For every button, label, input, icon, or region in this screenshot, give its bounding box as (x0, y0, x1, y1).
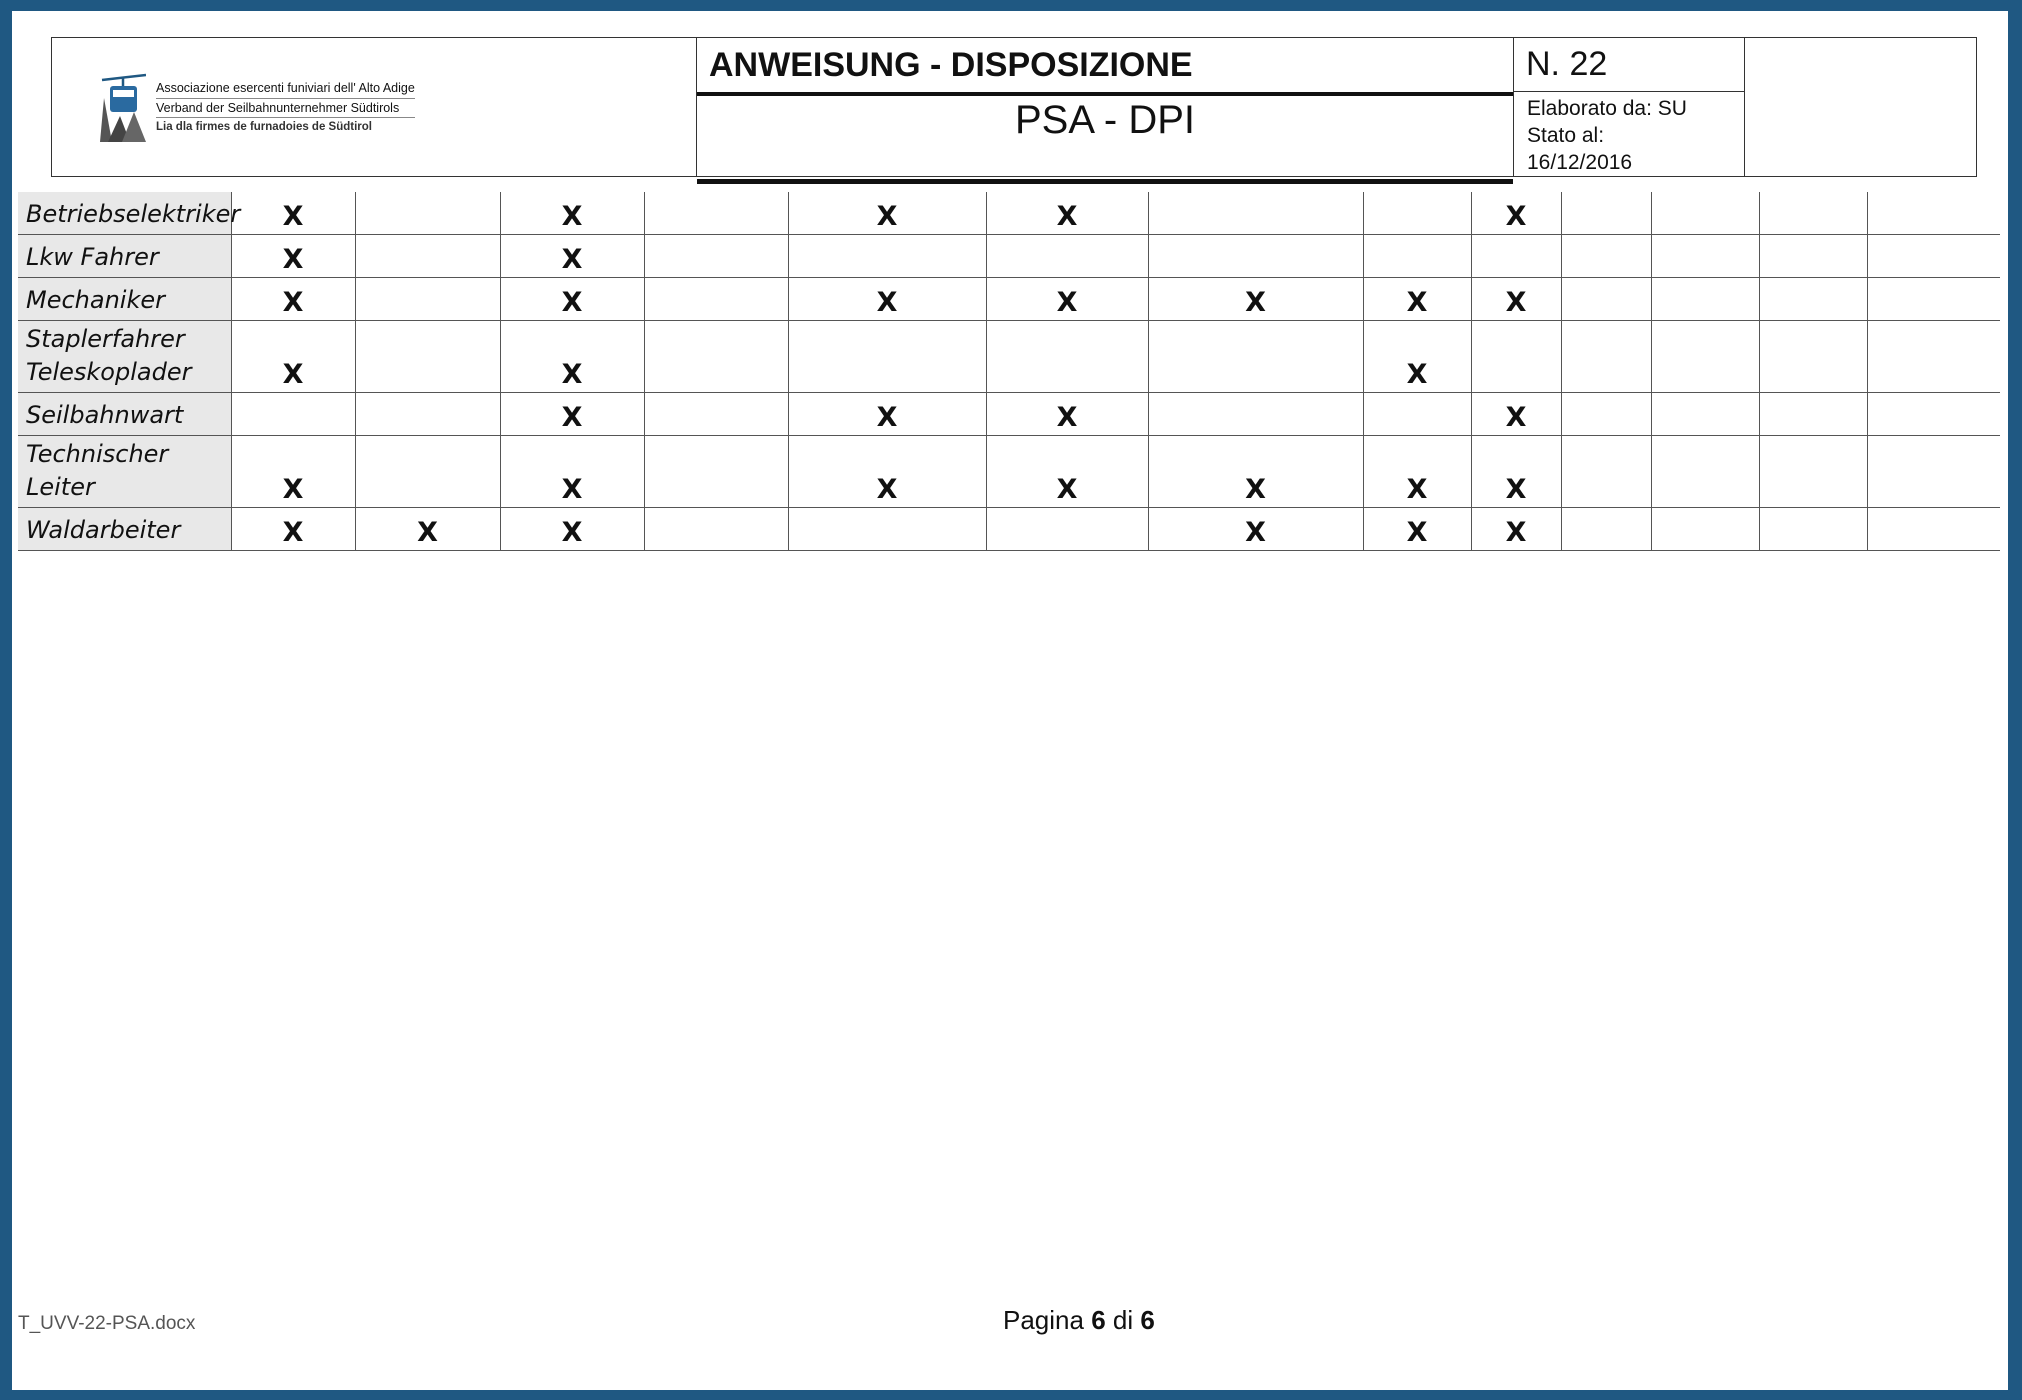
document-title: ANWEISUNG - DISPOSIZIONE (697, 38, 1513, 96)
ppe-cell (644, 321, 788, 393)
ppe-cell (231, 393, 355, 436)
row-role-name: Technischer Leiter (18, 436, 231, 508)
ppe-cell: X (500, 393, 644, 436)
cable-car-logo-icon (100, 72, 146, 142)
ppe-cell (1561, 321, 1651, 393)
state-date: 16/12/2016 (1527, 151, 1633, 174)
page-total: 6 (1140, 1305, 1155, 1335)
ppe-cell (1363, 393, 1471, 436)
ppe-cell (1651, 235, 1759, 278)
ppe-cell (1759, 192, 1867, 235)
ppe-cell: X (1363, 508, 1471, 551)
ppe-cell (1561, 278, 1651, 321)
ppe-cell: X (500, 436, 644, 508)
ppe-cell (1651, 321, 1759, 393)
ppe-cell (1759, 436, 1867, 508)
ppe-cell (1561, 436, 1651, 508)
ppe-cell: X (788, 436, 986, 508)
ppe-cell: X (1471, 393, 1561, 436)
ppe-cell: X (986, 436, 1148, 508)
footer-filename: T_UVV-22-PSA.docx (18, 1313, 196, 1334)
ppe-cell: X (788, 393, 986, 436)
state-label: Stato al: (1527, 124, 1605, 147)
ppe-cell (1867, 192, 2000, 235)
ppe-cell (986, 235, 1148, 278)
ppe-cell (355, 235, 500, 278)
ppe-cell: X (231, 235, 355, 278)
ppe-cell (1867, 508, 2000, 551)
ppe-cell (1759, 235, 1867, 278)
ppe-cell (1471, 321, 1561, 393)
page-indicator (1003, 1305, 1155, 1336)
ppe-cell: X (1148, 278, 1363, 321)
ppe-cell (1867, 393, 2000, 436)
page-current: 6 (1091, 1305, 1106, 1335)
row-role-name: Seilbahnwart (18, 393, 231, 436)
ppe-cell (355, 278, 500, 321)
ppe-cell (1867, 436, 2000, 508)
table-row (18, 436, 2000, 508)
ppe-cell: X (1148, 436, 1363, 508)
ppe-cell (1561, 393, 1651, 436)
ppe-cell: X (1471, 508, 1561, 551)
ppe-cell (1363, 192, 1471, 235)
association-name (156, 79, 415, 137)
row-role-name: Mechaniker (18, 278, 231, 321)
ppe-cell: X (231, 278, 355, 321)
ppe-cell (788, 235, 986, 278)
ppe-cell (1651, 436, 1759, 508)
row-role-name: Waldarbeiter (18, 508, 231, 551)
ppe-cell: X (1363, 436, 1471, 508)
ppe-cell (644, 278, 788, 321)
ppe-cell: X (986, 393, 1148, 436)
document-header (51, 37, 1977, 177)
table-row (18, 278, 2000, 321)
logo-line-italian: Associazione esercenti funiviari dell' Alto Adige (156, 81, 415, 95)
ppe-cell (1148, 393, 1363, 436)
ppe-cell: X (355, 508, 500, 551)
ppe-cell (644, 235, 788, 278)
document-number: N. 22 (1514, 38, 1744, 92)
ppe-cell: X (788, 278, 986, 321)
ppe-cell: X (986, 278, 1148, 321)
ppe-cell: X (788, 192, 986, 235)
ppe-cell: X (1471, 192, 1561, 235)
ppe-cell (355, 192, 500, 235)
ppe-cell (644, 192, 788, 235)
ppe-cell (1759, 393, 1867, 436)
ppe-cell: X (500, 235, 644, 278)
ppe-cell: X (500, 278, 644, 321)
table-row (18, 321, 2000, 393)
ppe-cell: X (1471, 278, 1561, 321)
ppe-table (18, 192, 2000, 551)
document-subtitle: PSA - DPI (697, 96, 1513, 184)
table-row (18, 393, 2000, 436)
ppe-cell (1867, 278, 2000, 321)
row-role-name: Lkw Fahrer (18, 235, 231, 278)
ppe-cell (1867, 235, 2000, 278)
ppe-cell (986, 321, 1148, 393)
ppe-cell (355, 321, 500, 393)
ppe-cell: X (1148, 508, 1363, 551)
elaborated-by: Elaborato da: SU (1527, 97, 1687, 120)
meta-cell (1513, 38, 1745, 176)
ppe-cell (1651, 393, 1759, 436)
ppe-cell (1651, 508, 1759, 551)
ppe-cell: X (231, 508, 355, 551)
ppe-cell (644, 508, 788, 551)
ppe-cell: X (231, 192, 355, 235)
title-cell (697, 38, 1513, 176)
ppe-cell (1561, 508, 1651, 551)
ppe-cell: X (500, 508, 644, 551)
logo-cell (52, 38, 697, 176)
page-of: di (1112, 1305, 1134, 1335)
ppe-matrix (18, 192, 2000, 551)
ppe-cell (355, 436, 500, 508)
document-meta (1527, 95, 1687, 176)
ppe-cell (986, 508, 1148, 551)
ppe-cell (1651, 192, 1759, 235)
logo-line-ladin: Lia dla firmes de furnadoies de Südtirol (156, 117, 415, 137)
ppe-cell (1148, 235, 1363, 278)
table-row (18, 235, 2000, 278)
table-row (18, 508, 2000, 551)
ppe-cell: X (231, 436, 355, 508)
table-row (18, 192, 2000, 235)
ppe-cell (1561, 235, 1651, 278)
ppe-cell (1759, 321, 1867, 393)
ppe-cell: X (500, 321, 644, 393)
ppe-cell: X (986, 192, 1148, 235)
ppe-cell: X (1363, 278, 1471, 321)
ppe-cell (1867, 321, 2000, 393)
ppe-cell (1363, 235, 1471, 278)
row-role-name: Betriebselektriker (18, 192, 231, 235)
ppe-cell (1759, 278, 1867, 321)
ppe-cell (1148, 192, 1363, 235)
ppe-cell: X (1471, 436, 1561, 508)
ppe-cell (355, 393, 500, 436)
ppe-cell (644, 393, 788, 436)
ppe-cell (644, 436, 788, 508)
ppe-cell: X (1363, 321, 1471, 393)
ppe-cell (788, 508, 986, 551)
row-role-name: Staplerfahrer Teleskoplader (18, 321, 231, 393)
ppe-cell (1148, 321, 1363, 393)
page-word: Pagina (1003, 1305, 1084, 1335)
ppe-cell: X (500, 192, 644, 235)
logo-line-german: Verband der Seilbahnunternehmer Südtirols (156, 98, 415, 118)
ppe-cell (1651, 278, 1759, 321)
ppe-cell (1471, 235, 1561, 278)
ppe-cell: X (231, 321, 355, 393)
ppe-cell (1561, 192, 1651, 235)
ppe-cell (788, 321, 986, 393)
ppe-cell (1759, 508, 1867, 551)
